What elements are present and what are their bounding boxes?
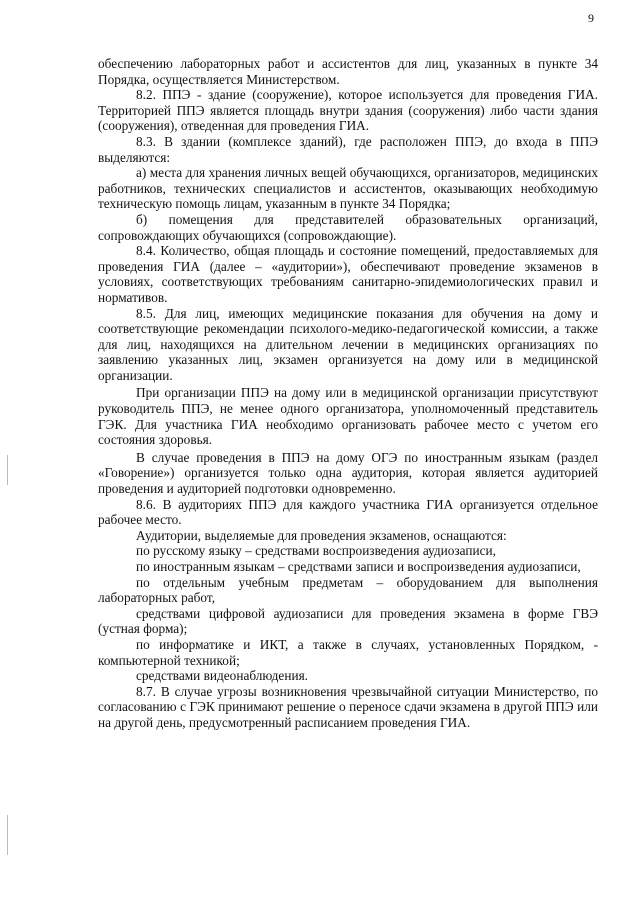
paragraph-8-6: 8.6. В аудиториях ППЭ для каждого участника ГИА организуется отдельное рабочее место. xyxy=(98,496,598,528)
list-item-lab: по отдельным учебным предметам – оборудованием для выполнения лабораторных работ, xyxy=(98,574,598,606)
paragraph-8-5-home: При организации ППЭ на дому или в медицинской организации присутствуют руководитель ППЭ, не менее одного организатора, уполномоченный представитель ГЭК. Для участника ГИА необходимо организовать рабочее место с учетом его состояния здоровья. xyxy=(98,385,598,448)
page-number: 9 xyxy=(588,11,594,25)
binding-edge-mark xyxy=(7,455,8,485)
list-item-russian: по русскому языку – средствами воспроизведения аудиозаписи, xyxy=(136,543,496,559)
list-item-audio: средствами цифровой аудиозаписи для проведения экзамена в форме ГВЭ (устная форма); xyxy=(98,605,598,637)
paragraph-8-3-a: а) места для хранения личных вещей обучающихся, организаторов, медицинских работников, технических специалистов и ассистентов, оказывающих необходимую техническую помощь лицам, указанным в пункте 34 Порядка; xyxy=(98,165,598,212)
paragraph-8-4: 8.4. Количество, общая площадь и состояние помещений, предоставляемых для проведения ГИА (далее – «аудитории»), обеспечивают проведение экзаменов в условиях, соответствующих требованиям санитарно-эпидемиологических правил и нормативов. xyxy=(98,243,598,305)
document-body xyxy=(98,56,598,731)
paragraph-8-6-equipment: Аудитории, выделяемые для проведения экзаменов, оснащаются: xyxy=(136,527,507,543)
paragraph-8-3-b: б) помещения для представителей образовательных организаций, сопровождающих обучающихся (сопровождающие). xyxy=(98,211,598,243)
list-item-foreign: по иностранным языкам – средствами записи и воспроизведения аудиозаписи, xyxy=(136,559,581,574)
paragraph-8-5: 8.5. Для лиц, имеющих медицинские показания для обучения на дому и соответствующие рекомендации психолого-медико-педагогической комиссии, а также для лиц, находящихся на длительном лечении в медицинских организациях по заявлению указанных лиц, экзамен организуется на дому или в медицинской организации. xyxy=(98,305,598,383)
binding-edge-mark xyxy=(7,815,8,855)
paragraph-8-3: 8.3. В здании (комплексе зданий), где расположен ППЭ, до входа в ППЭ выделяются: xyxy=(98,133,598,165)
paragraph-8-7: 8.7. В случае угрозы возникновения чрезвычайной ситуации Министерство, по согласованию с ГЭК принимают решение о переносе сдачи экзамена в другой ППЭ или на другой день, предусмотренный расписанием проведения ГИА. xyxy=(98,683,598,730)
list-item-video: средствами видеонаблюдения. xyxy=(136,668,309,684)
list-item-informatics: по информатике и ИКТ, а также в случаях, установленных Порядком, - компьютерной техникой; xyxy=(98,636,598,668)
paragraph-8-5-oge: В случае проведения в ППЭ на дому ОГЭ по иностранным языкам (раздел «Говорение») организуется только одна аудитория, которая является аудиторией проведения и аудиторией подготовки одновременно. xyxy=(98,449,598,497)
paragraph-continuation: обеспечению лабораторных работ и ассистентов для лиц, указанных в пункте 34 Порядка, осуществляется Министерством. xyxy=(98,56,598,87)
paragraph-8-2: 8.2. ППЭ - здание (сооружение), которое используется для проведения ГИА. Территорией ППЭ является площадь внутри здания (сооружения) либо части здания (сооружения), отведенная для проведения ГИА. xyxy=(98,87,598,134)
